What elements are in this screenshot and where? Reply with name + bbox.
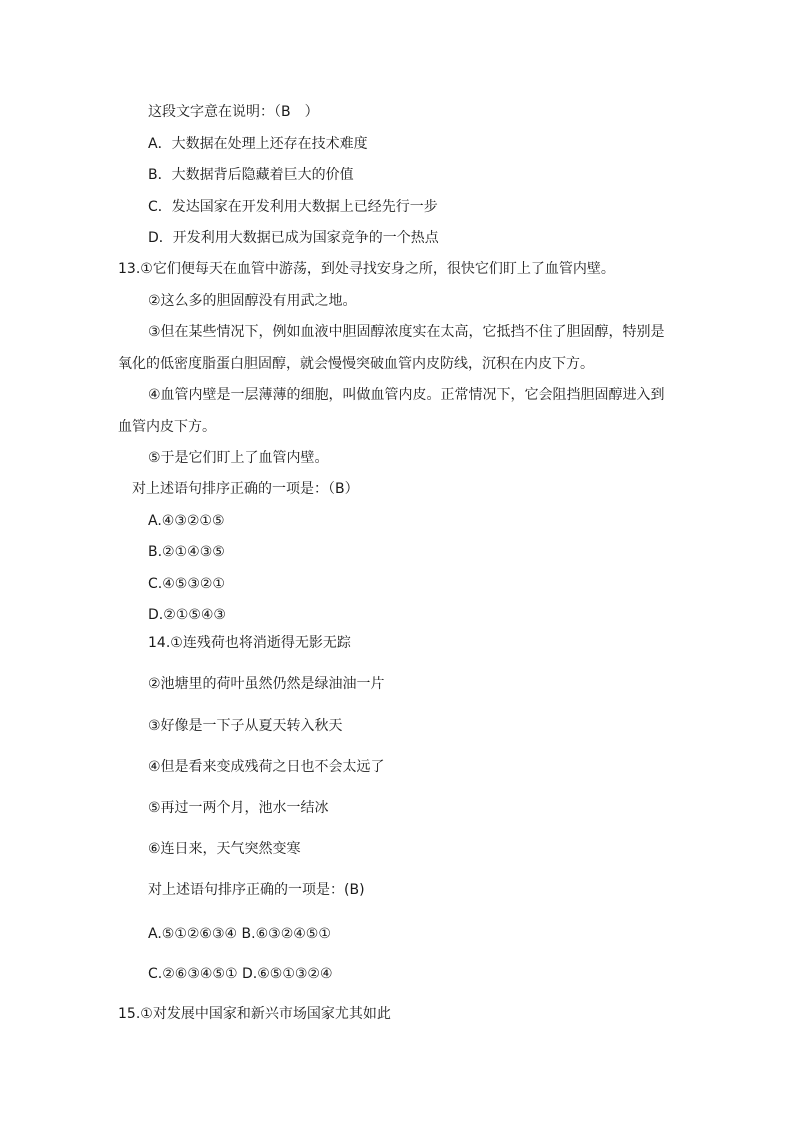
q14-sentence-6: ⑥连日来，天气突然变寒 bbox=[148, 841, 301, 857]
q13-sentence-4a: ④血管内壁是一层薄薄的细胞，叫做血管内皮。正常情况下，它会阻挡胆固醇进入到 bbox=[148, 387, 665, 403]
q14-sentence-2: ②池塘里的荷叶虽然仍然是绿油油一片 bbox=[148, 676, 385, 692]
q13-option-b: B.②①④③⑤ bbox=[148, 544, 225, 560]
q13-option-d: D.②①⑤④③ bbox=[148, 607, 226, 623]
q14-question: 对上述语句排序正确的一项是：(B) bbox=[148, 882, 365, 898]
q14-sentence-5: ⑤再过一两个月，池水一结冰 bbox=[148, 800, 329, 816]
q14-options-line-1: A.⑤①②⑥③④ B.⑥③②④⑤① bbox=[148, 926, 331, 942]
q12-option-a: A．大数据在处理上还存在技术难度 bbox=[148, 136, 368, 152]
q13-sentence-3a: ③但在某些情况下，例如血液中胆固醇浓度实在太高，它抵挡不住了胆固醇，特别是 bbox=[148, 324, 665, 340]
q12-stem: 这段文字意在说明：（B ） bbox=[148, 104, 319, 120]
q13-sentence-1: 13.①它们便每天在血管中游荡，到处寻找安身之所，很快它们盯上了血管内壁。 bbox=[118, 261, 615, 277]
q13-sentence-2: ②这么多的胆固醇没有用武之地。 bbox=[148, 293, 357, 309]
q13-sentence-5: ⑤于是它们盯上了血管内壁。 bbox=[148, 450, 329, 466]
q12-option-d: D．开发利用大数据已成为国家竞争的一个热点 bbox=[148, 230, 439, 246]
q14-sentence-4: ④但是看来变成残荷之日也不会太远了 bbox=[148, 759, 385, 775]
q13-sentence-3b: 氧化的低密度脂蛋白胆固醇，就会慢慢突破血管内皮防线，沉积在内皮下方。 bbox=[118, 356, 594, 372]
q15-sentence-1: 15.①对发展中国家和新兴市场国家尤其如此 bbox=[118, 1006, 391, 1022]
q14-options-line-2: C.②⑥③④⑤① D.⑥⑤①③②④ bbox=[148, 966, 333, 982]
q14-sentence-3: ③好像是一下子从夏天转入秋天 bbox=[148, 718, 343, 734]
q12-option-c: C．发达国家在开发利用大数据上已经先行一步 bbox=[148, 199, 438, 215]
q14-sentence-1: 14.①连残荷也将消逝得无影无踪 bbox=[148, 635, 351, 651]
q13-sentence-4b: 血管内皮下方。 bbox=[118, 419, 216, 435]
q13-question: 对上述语句排序正确的一项是：（B） bbox=[132, 481, 359, 497]
q12-option-b: B．大数据背后隐藏着巨大的价值 bbox=[148, 167, 354, 183]
q13-option-c: C.④⑤③②① bbox=[148, 576, 225, 592]
q13-option-a: A.④③②①⑤ bbox=[148, 513, 225, 529]
